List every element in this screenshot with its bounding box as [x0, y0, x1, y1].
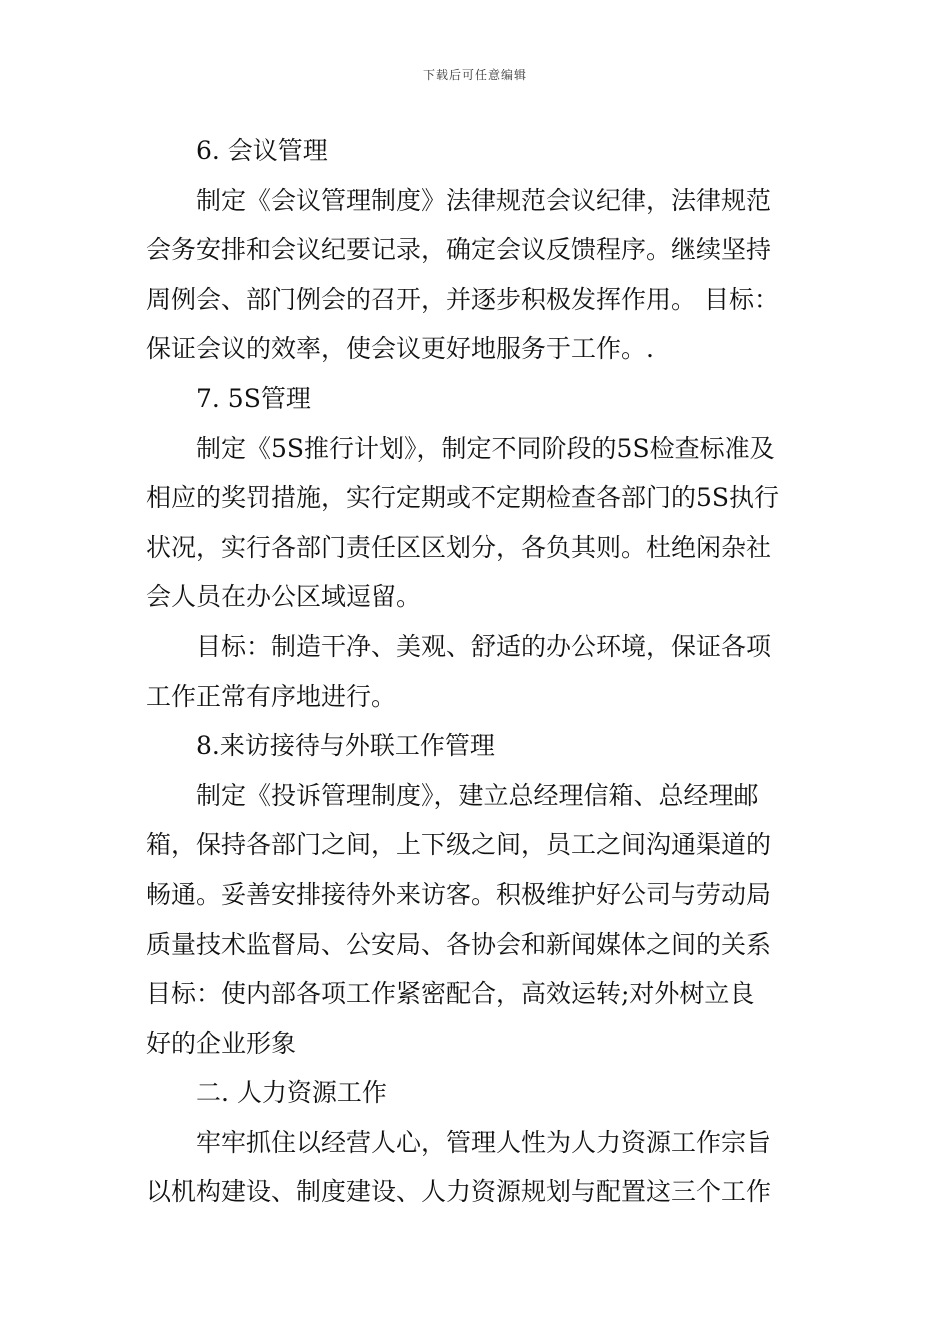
paragraph-line: 质量技术监督局、公安局、各协会和新闻媒体之间的关系 [146, 929, 772, 959]
paragraph-line: 畅通。妥善安排接待外来访客。积极维护好公司与劳动局 [146, 879, 772, 909]
paragraph-line: 以机构建设、制度建设、人力资源规划与配置这三个工作 [146, 1177, 772, 1207]
paragraph-line: 周例会、部门例会的召开，并逐步积极发挥作用。 目标： [146, 284, 779, 314]
paragraph-line: 目标：制造干净、美观、舒适的办公环境，保证各项 [196, 631, 772, 661]
paragraph-line: 制定《投诉管理制度》，建立总经理信箱、总经理邮 [196, 780, 759, 810]
section-heading-reception: 8.来访接待与外联工作管理 [196, 731, 495, 761]
section-heading-5s: 7. 5S管理 [196, 383, 311, 413]
paragraph-line: 制定《会议管理制度》法律规范会议纪律，法律规范 [196, 185, 772, 215]
paragraph-line: 牢牢抓住以经营人心，管理人性为人力资源工作宗旨 [196, 1127, 772, 1157]
paragraph-line: 工作正常有序地进行。 [146, 681, 397, 711]
section-heading-hr: 二. 人力资源工作 [196, 1078, 387, 1108]
paragraph-line: 保证会议的效率，使会议更好地服务于工作。. [146, 334, 654, 364]
paragraph-line: 制定《5S推行计划》，制定不同阶段的5S检查标准及 [196, 433, 775, 463]
paragraph-line: 相应的奖罚措施，实行定期或不定期检查各部门的5S执行 [146, 483, 780, 513]
paragraph-line: 会务安排和会议纪要记录，确定会议反馈程序。继续坚持 [146, 235, 772, 265]
download-note: 下载后可任意编辑 [422, 68, 527, 82]
document-body [146, 126, 810, 1217]
paragraph-line: 状况，实行各部门责任区区划分，各负其则。杜绝闲杂社 [146, 532, 772, 562]
paragraph-line: 箱，保持各部门之间，上下级之间，员工之间沟通渠道的 [146, 830, 772, 860]
paragraph-line: 目标：使内部各项工作紧密配合，高效运转;对外树立良 [146, 979, 755, 1009]
paragraph-line: 会人员在办公区域逗留。 [146, 582, 422, 612]
section-heading-meeting: 6. 会议管理 [196, 136, 328, 165]
paragraph-line: 好的企业形象 [146, 1028, 297, 1058]
